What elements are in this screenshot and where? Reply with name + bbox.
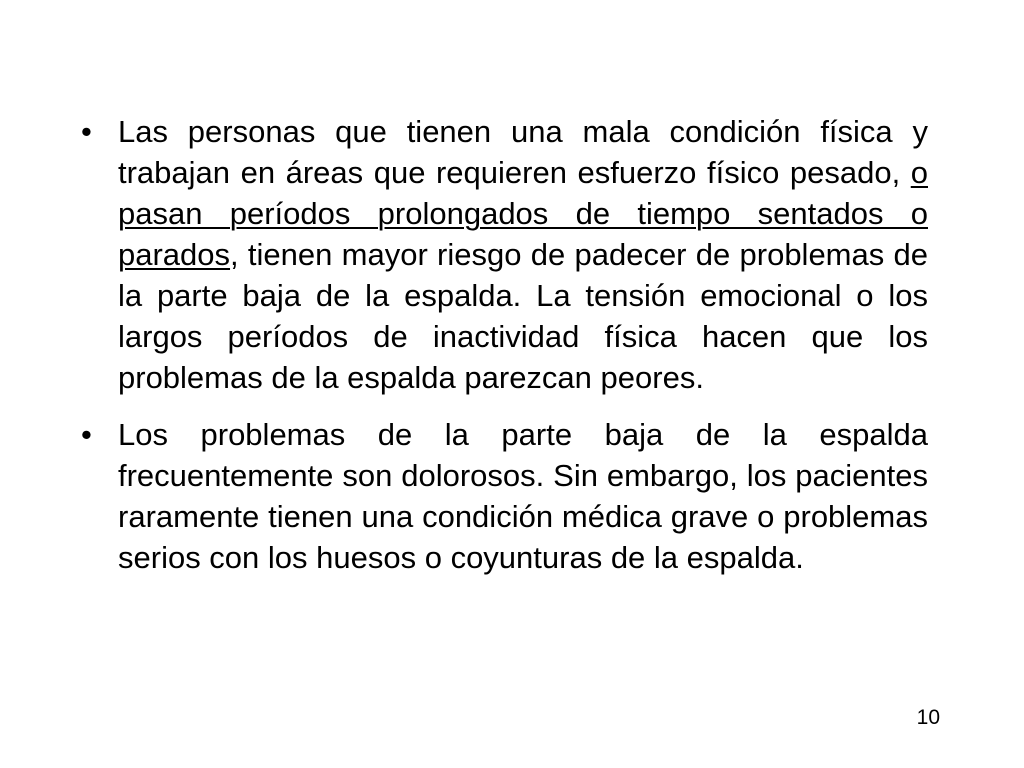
- bullet-text-end: , tienen mayor riesgo de padecer de problemas de la parte baja de la espalda. La tensión emocional o los largos períodos de inactividad física hacen que los problemas de la espalda parezcan peores.: [118, 237, 928, 395]
- bullet-marker: •: [81, 114, 92, 149]
- page-number: 10: [916, 706, 940, 729]
- bullet-item-1: [78, 111, 928, 398]
- bullet-text: Los problemas de la parte baja de la espalda frecuentemente son dolorosos. Sin embargo, los pacientes raramente tienen una condición médica grave o problemas serios con los huesos o coyunturas de la espalda.: [118, 417, 928, 575]
- bullet-marker: •: [81, 417, 92, 452]
- bullet-text-underlined: o pasan períodos prolongados de tiempo sentados o parados: [118, 155, 928, 272]
- bullet-list: [78, 111, 928, 594]
- bullet-item-2: [78, 414, 928, 578]
- bullet-text-start: Las personas que tienen una mala condición física y trabajan en áreas que requieren esfuerzo físico pesado,: [118, 114, 928, 190]
